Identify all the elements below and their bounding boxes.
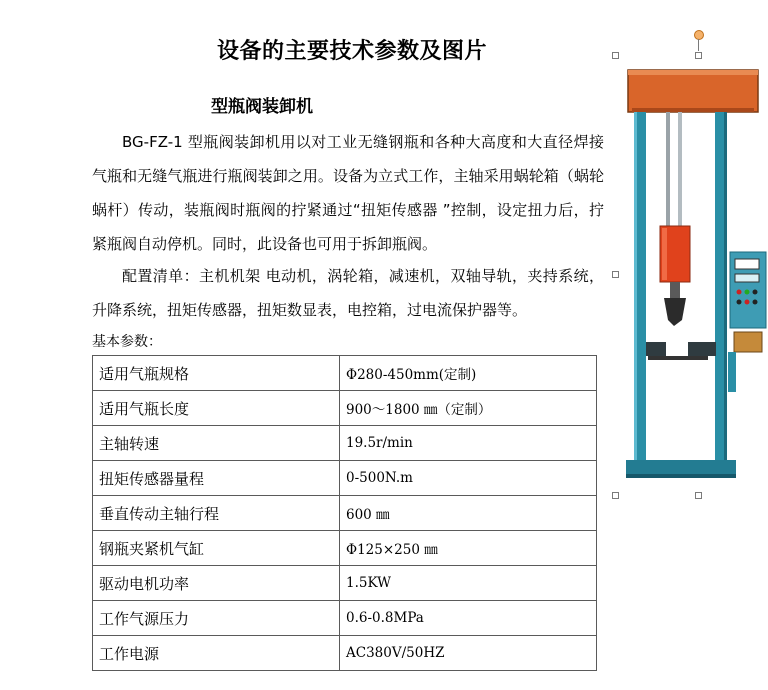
configuration-paragraph: 配置清单：主机机架 电动机，涡轮箱，减速机，双轴导轨，夹持系统，升降系统，扭矩传感器，扭矩数显表，电控箱，过电流保护器等。 xyxy=(92,267,604,319)
param-value: 0.6-0.8MPa xyxy=(340,601,597,636)
params-table xyxy=(92,355,597,671)
param-value: 900～1800 ㎜（定制） xyxy=(340,391,597,426)
param-name: 适用气瓶长度 xyxy=(93,391,340,426)
param-row xyxy=(93,566,597,601)
description-paragraph: BG-FZ-1 型瓶阀装卸机用以对工业无缝钢瓶和各种大高度和大直径焊接气瓶和无缝气瓶进行瓶阀装卸之用。设备为立式工作，主轴采用蜗轮箱（蜗轮蜗杆）传动，装瓶阀时瓶阀的拧紧通过“扭矩传感器 ”控制，设定扭力后，拧紧瓶阀自动停机。同时，此设备也可用于拆卸瓶阀。 xyxy=(92,133,604,253)
param-row xyxy=(93,426,597,461)
param-value: 0-500N.m xyxy=(340,461,597,496)
param-name: 工作气源压力 xyxy=(93,601,340,636)
top-housing xyxy=(628,70,758,112)
basic-params-label: 基本参数： xyxy=(92,334,162,350)
page-title: 设备的主要技术参数及图片 xyxy=(216,39,487,64)
param-row xyxy=(93,601,597,636)
param-row xyxy=(93,531,597,566)
param-name: 适用气瓶规格 xyxy=(93,356,340,391)
machine-model-heading: 型瓶阀装卸机 xyxy=(211,97,313,117)
param-name: 工作电源 xyxy=(93,636,340,671)
param-name: 垂直传动主轴行程 xyxy=(93,496,340,531)
param-value: AC380V/50HZ xyxy=(340,636,597,671)
param-name: 扭矩传感器量程 xyxy=(93,461,340,496)
machine-base xyxy=(626,460,736,474)
param-value: 1.5KW xyxy=(340,566,597,601)
param-name: 钢瓶夹紧机气缸 xyxy=(93,531,340,566)
param-value: 600 ㎜ xyxy=(340,496,597,531)
param-name: 驱动电机功率 xyxy=(93,566,340,601)
param-value: Φ125×250 ㎜ xyxy=(340,531,597,566)
param-row xyxy=(93,391,597,426)
param-value: Φ280-450mm(定制) xyxy=(340,356,597,391)
machine-photo[interactable] xyxy=(612,30,768,500)
param-name: 主轴转速 xyxy=(93,426,340,461)
param-row xyxy=(93,356,597,391)
param-row xyxy=(93,461,597,496)
param-value: 19.5r/min xyxy=(340,426,597,461)
param-row xyxy=(93,636,597,671)
param-row xyxy=(93,496,597,531)
